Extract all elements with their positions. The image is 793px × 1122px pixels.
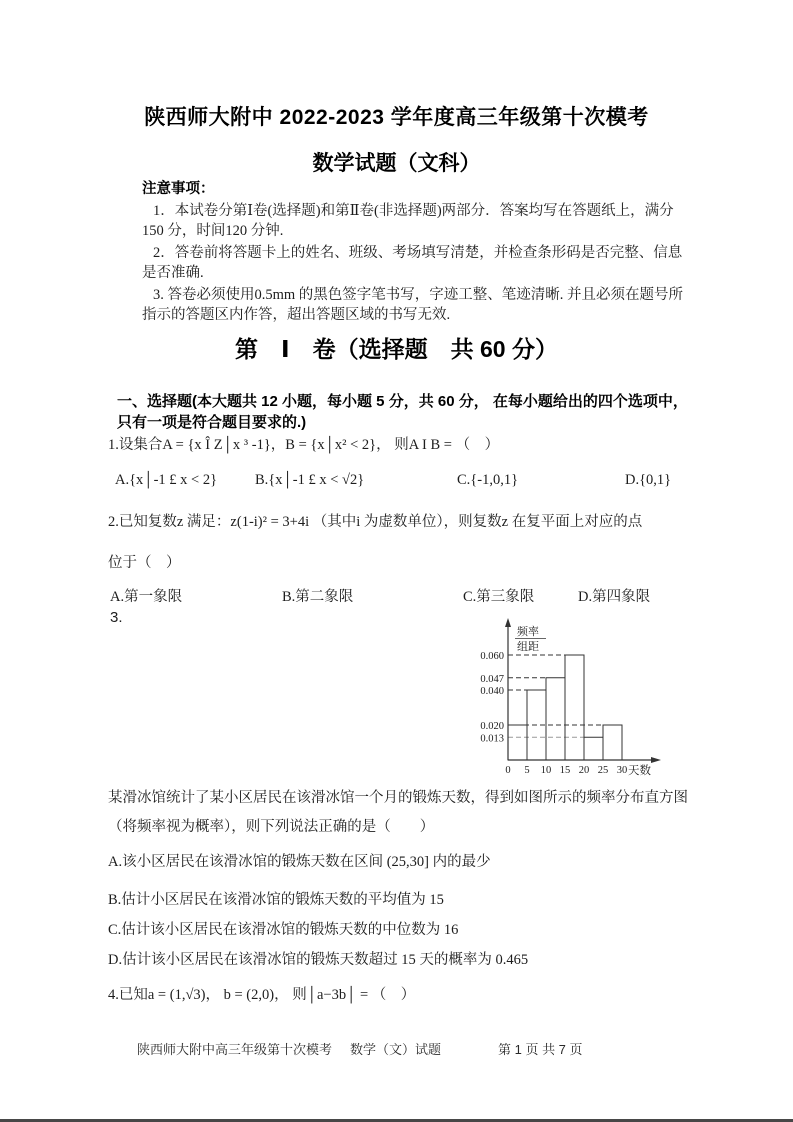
question-2-line2: 位于（ ）	[108, 555, 181, 571]
section1-intro: 一、选择题(本大题共 12 小题，每小题 5 分，共 60 分， 在每小题给出的四个选项中，只有一项是符合题目要求的.)	[117, 393, 688, 431]
svg-text:30: 30	[616, 765, 628, 776]
footer-exam-name: 陕西师大附中高三年级第十次模考	[137, 1042, 333, 1057]
svg-text:15: 15	[559, 765, 571, 776]
svg-text:5: 5	[524, 765, 530, 776]
question-1-options	[108, 472, 698, 494]
footer-page-number: 第 1 页 共 7 页	[498, 1042, 583, 1057]
notice-heading: 注意事项：	[142, 181, 215, 197]
svg-text:天数: 天数	[628, 765, 651, 777]
svg-text:0.020: 0.020	[480, 721, 504, 732]
notice-item-1: 1．本试卷分第Ⅰ卷(选择题)和第Ⅱ卷(非选择题)两部分．答案均写在答题纸上，满分150 分，时间120 分钟.	[142, 202, 674, 239]
section1-title: 第 Ⅰ 卷（选择题 共 60 分）	[235, 336, 558, 362]
notice-item-2: 2．答卷前将答题卡上的姓名、班级、考场填写清楚，并检查条形码是否完整、信息是否准确.	[142, 244, 683, 281]
question-3-line2: （将频率视为概率），则下列说法正确的是（ ）	[108, 819, 435, 835]
q2-option-c: C.第三象限	[463, 589, 535, 605]
notice-item-3: 3. 答卷必须使用0.5mm 的黑色签字笔书写，字迹工整、笔迹清晰. 并且必须在题号所指示的答题区内作答，超出答题区域的书写无效.	[142, 286, 684, 323]
svg-text:频率: 频率	[517, 626, 539, 638]
exam-title-line1: 陕西师大附中 2022-2023 学年度高三年级第十次模考	[144, 106, 649, 129]
q3-option-a: A.该小区居民在该滑冰馆的锻炼天数在区间 (25,30] 内的最少	[108, 854, 491, 870]
q1-option-b: B.{x│-1 £ x < √2}	[255, 472, 365, 488]
question-2-line1: 2.已知复数z 满足：z(1-i)² = 3+4i （其中i 为虚数单位），则复数z 在复平面上对应的点	[108, 514, 643, 530]
svg-text:20: 20	[578, 765, 590, 776]
question-2-options	[108, 585, 698, 607]
svg-text:组距: 组距	[517, 641, 539, 653]
frequency-histogram-figure	[461, 610, 706, 780]
q1-option-a: A.{x│-1 £ x < 2}	[115, 472, 218, 488]
footer-subject: 数学（文）试题	[350, 1042, 442, 1057]
q3-option-d: D.估计该小区居民在该滑冰馆的锻炼天数超过 15 天的概率为 0.465	[108, 952, 529, 968]
histogram-chart	[461, 610, 706, 780]
question-3-line1: 某滑冰馆统计了某小区居民在该滑冰馆一个月的锻炼天数，得到如图所示的频率分布直方图	[108, 790, 688, 806]
svg-text:25: 25	[597, 765, 609, 776]
question-3-number: 3.	[110, 609, 123, 626]
svg-text:0.040: 0.040	[480, 686, 504, 697]
svg-text:0.060: 0.060	[480, 651, 504, 662]
svg-text:0.047: 0.047	[480, 673, 504, 685]
q1-option-d: D.{0,1}	[625, 472, 672, 488]
question-4-text: 4.已知a = (1,√3)， b = (2,0)， 则│a−3b│ = （ ）	[108, 987, 416, 1003]
question-1-text: 1.设集合A = {x Î Z│x ³ -1}，B = {x│x² < 2}， 则A Ι B = （ ）	[108, 437, 500, 453]
exam-title-line2: 数学试题（文科）	[312, 152, 481, 175]
q3-option-b: B.估计小区居民在该滑冰馆的锻炼天数的平均值为 15	[108, 892, 444, 908]
q3-option-c: C.估计该小区居民在该滑冰馆的锻炼天数的中位数为 16	[108, 922, 459, 938]
svg-text:0.013: 0.013	[480, 733, 504, 745]
page-footer	[0, 1039, 793, 1059]
notice-section	[142, 179, 694, 327]
q2-option-a: A.第一象限	[110, 589, 183, 605]
svg-text:10: 10	[540, 765, 552, 776]
q2-option-b: B.第二象限	[282, 589, 354, 605]
q2-option-d: D.第四象限	[578, 589, 651, 605]
q1-option-c: C.{-1,0,1}	[457, 472, 519, 488]
svg-text:0: 0	[505, 765, 511, 776]
